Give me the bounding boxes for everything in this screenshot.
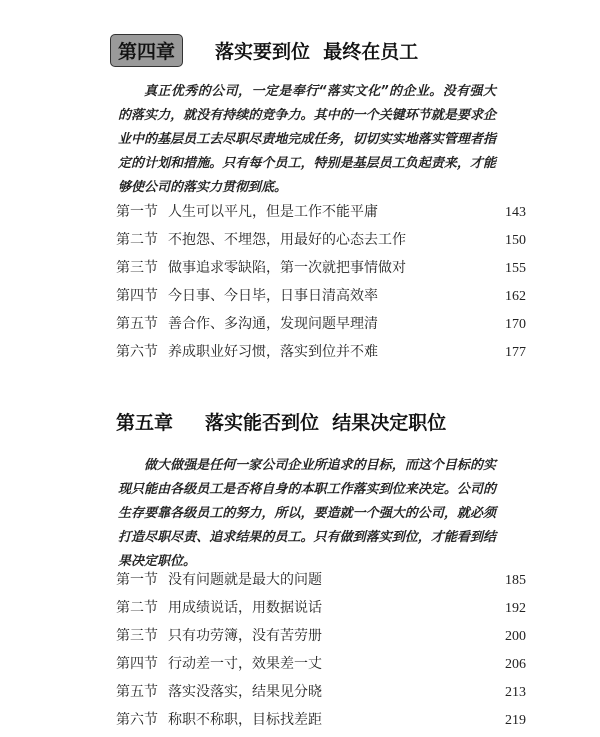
section-title: 行动差一寸，效果差一丈 — [168, 656, 322, 672]
section-label: 第二节 — [116, 232, 158, 248]
chapter-5-toc — [116, 569, 526, 737]
section-page-number: 213 — [505, 685, 526, 700]
section-title: 称职不称职，目标找差距 — [168, 712, 322, 728]
section-page-number: 162 — [505, 289, 526, 304]
toc-entry[interactable] — [116, 569, 526, 597]
section-page-number: 219 — [505, 713, 526, 728]
toc-entry[interactable] — [116, 653, 526, 681]
section-page-number: 192 — [505, 601, 526, 616]
toc-entry[interactable] — [116, 285, 526, 313]
chapter-5-title: 落实能否到位 结果决定职位 — [205, 412, 447, 434]
toc-entry[interactable] — [116, 597, 526, 625]
section-title: 用成绩说话，用数据说话 — [168, 600, 322, 616]
section-label: 第五节 — [116, 684, 158, 700]
section-page-number: 206 — [505, 657, 526, 672]
toc-entry[interactable] — [116, 229, 526, 257]
section-title: 不抱怨、不埋怨，用最好的心态去工作 — [168, 232, 406, 248]
section-label: 第五节 — [116, 316, 158, 332]
toc-entry[interactable] — [116, 341, 526, 369]
toc-entry[interactable] — [116, 681, 526, 709]
section-title: 今日事、今日毕，日事日清高效率 — [168, 288, 378, 304]
section-label: 第三节 — [116, 260, 158, 276]
section-title: 做事追求零缺陷，第一次就把事情做对 — [168, 260, 406, 276]
section-title: 只有功劳簿，没有苦劳册 — [168, 628, 322, 644]
toc-entry[interactable] — [116, 257, 526, 285]
chapter-4-heading — [110, 34, 418, 67]
toc-entry[interactable] — [116, 625, 526, 653]
toc-entry[interactable] — [116, 313, 526, 341]
section-page-number: 177 — [505, 345, 526, 360]
chapter-5-intro: 做大做强是任何一家公司企业所追求的目标，而这个目标的实现只能由各级员工是否将自身的本职工作落实到位来决定。公司的生存要靠各级员工的努力，所以，要造就一个强大的公司，就必须打造尽职尽责、追求结果的员工。只有做到落实到位，才能看到结果决定职位。 — [118, 458, 496, 569]
section-label: 第四节 — [116, 288, 158, 304]
section-page-number: 155 — [505, 261, 526, 276]
chapter-4-label: 第四章 — [110, 34, 183, 67]
chapter-4-toc — [116, 201, 526, 369]
section-label: 第一节 — [116, 572, 158, 588]
section-title: 落实没落实，结果见分晓 — [168, 684, 322, 700]
section-title: 善合作、多沟通，发现问题早理清 — [168, 316, 378, 332]
section-title: 养成职业好习惯，落实到位并不难 — [168, 344, 378, 360]
section-page-number: 150 — [505, 233, 526, 248]
section-label: 第一节 — [116, 204, 158, 220]
section-page-number: 185 — [505, 573, 526, 588]
chapter-5-label: 第五章 — [116, 412, 174, 434]
toc-entry[interactable] — [116, 709, 526, 737]
section-label: 第六节 — [116, 712, 158, 728]
section-title: 人生可以平凡，但是工作不能平庸 — [168, 204, 378, 220]
section-label: 第六节 — [116, 344, 158, 360]
chapter-4-intro: 真正优秀的公司，一定是奉行“落实文化”的企业。没有强大的落实力，就没有持续的竞争力。其中的一个关键环节就是要求企业中的基层员工去尽职尽责地完成任务，切切实实地落实管理者指定的计划和措施。只有每个员工，特别是基层员工负起责来，才能够使公司的落实力贯彻到底。 — [118, 84, 496, 195]
chapter-5-heading — [116, 408, 446, 435]
section-title: 没有问题就是最大的问题 — [168, 572, 322, 588]
chapter-4-title: 落实要到位 最终在员工 — [215, 41, 419, 63]
section-page-number: 200 — [505, 629, 526, 644]
section-page-number: 170 — [505, 317, 526, 332]
toc-entry[interactable] — [116, 201, 526, 229]
section-label: 第三节 — [116, 628, 158, 644]
section-page-number: 143 — [505, 205, 526, 220]
section-label: 第二节 — [116, 600, 158, 616]
section-label: 第四节 — [116, 656, 158, 672]
